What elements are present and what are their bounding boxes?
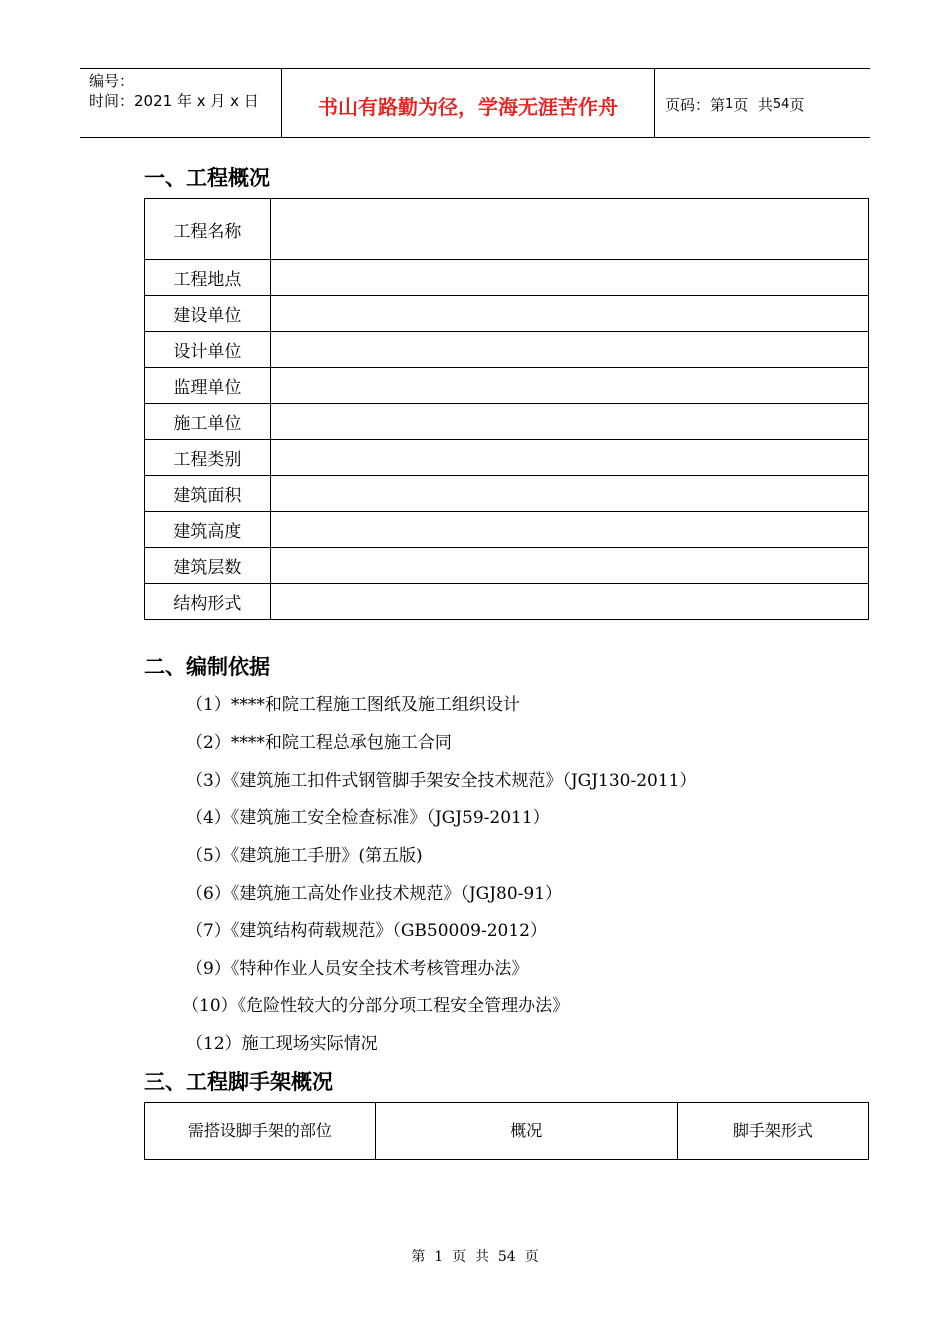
overview-row (145, 199, 869, 260)
basis-item: （2）****和院工程总承包施工合同 (186, 733, 452, 753)
overview-table (144, 198, 869, 620)
overview-label: 工程地点 (145, 260, 271, 296)
page-number: 1 (725, 96, 734, 112)
overview-row (145, 404, 869, 440)
overview-value (270, 476, 868, 512)
header-page-info (655, 69, 870, 137)
overview-label: 工程类别 (145, 440, 271, 476)
basis-item: （3）《建筑施工扣件式钢管脚手架安全技术规范》（JGJ130-2011） (186, 771, 697, 791)
basis-item: （4）《建筑施工安全检查标准》（JGJ59-2011） (186, 808, 550, 828)
page-total: 54 (772, 96, 790, 112)
header-meta (80, 69, 282, 137)
overview-row (145, 512, 869, 548)
overview-value (270, 440, 868, 476)
overview-label: 设计单位 (145, 332, 271, 368)
serial-label: 编号： (89, 72, 135, 90)
section-title-scaffold: 三、工程脚手架概况 (144, 1070, 333, 1094)
overview-label: 建筑面积 (145, 476, 271, 512)
overview-row (145, 548, 869, 584)
overview-label: 建筑高度 (145, 512, 271, 548)
overview-value (270, 548, 868, 584)
scaffold-header-row (145, 1103, 869, 1160)
page-suffix: 页 (789, 95, 805, 114)
basis-item: （10）《危险性较大的分部分项工程安全管理办法》 (182, 996, 570, 1016)
overview-value (270, 332, 868, 368)
overview-row (145, 368, 869, 404)
scaffold-col-location: 需搭设脚手架的部位 (145, 1103, 376, 1160)
section-title-basis: 二、编制依据 (144, 655, 270, 679)
scaffold-col-type: 脚手架形式 (677, 1103, 868, 1160)
overview-row (145, 476, 869, 512)
date-label: 时间：2021 年 x 月 x 日 (89, 92, 259, 110)
overview-value (270, 296, 868, 332)
scaffold-table (144, 1102, 869, 1160)
overview-label: 监理单位 (145, 368, 271, 404)
basis-item: （5）《建筑施工手册》(第五版) (186, 846, 423, 866)
overview-row (145, 584, 869, 620)
basis-item: （7）《建筑结构荷载规范》（GB50009-2012） (186, 921, 547, 941)
overview-row (145, 440, 869, 476)
page-mid: 页 共 (733, 95, 773, 114)
header-motto: 书山有路勤为径，学海无涯苦作舟 (282, 69, 655, 137)
overview-row (145, 332, 869, 368)
overview-label: 施工单位 (145, 404, 271, 440)
page-prefix: 页码：第 (665, 95, 726, 114)
overview-value (270, 368, 868, 404)
page-header (80, 68, 870, 138)
basis-item: （12）施工现场实际情况 (186, 1034, 378, 1054)
overview-value (270, 584, 868, 620)
basis-item: （1）****和院工程施工图纸及施工组织设计 (186, 695, 520, 715)
basis-item: （9）《特种作业人员安全技术考核管理办法》 (186, 959, 529, 979)
overview-label: 建筑层数 (145, 548, 271, 584)
overview-label: 结构形式 (145, 584, 271, 620)
overview-value (270, 404, 868, 440)
page-footer: 第 1 页 共 54 页 (411, 1249, 539, 1265)
basis-item: （6）《建筑施工高处作业技术规范》（JGJ80-91） (186, 884, 563, 904)
overview-label: 工程名称 (145, 199, 271, 260)
overview-label: 建设单位 (145, 296, 271, 332)
overview-value (270, 260, 868, 296)
overview-row (145, 296, 869, 332)
overview-value (270, 199, 868, 260)
section-title-overview: 一、工程概况 (144, 166, 270, 190)
overview-value (270, 512, 868, 548)
scaffold-col-overview: 概况 (375, 1103, 677, 1160)
overview-row (145, 260, 869, 296)
